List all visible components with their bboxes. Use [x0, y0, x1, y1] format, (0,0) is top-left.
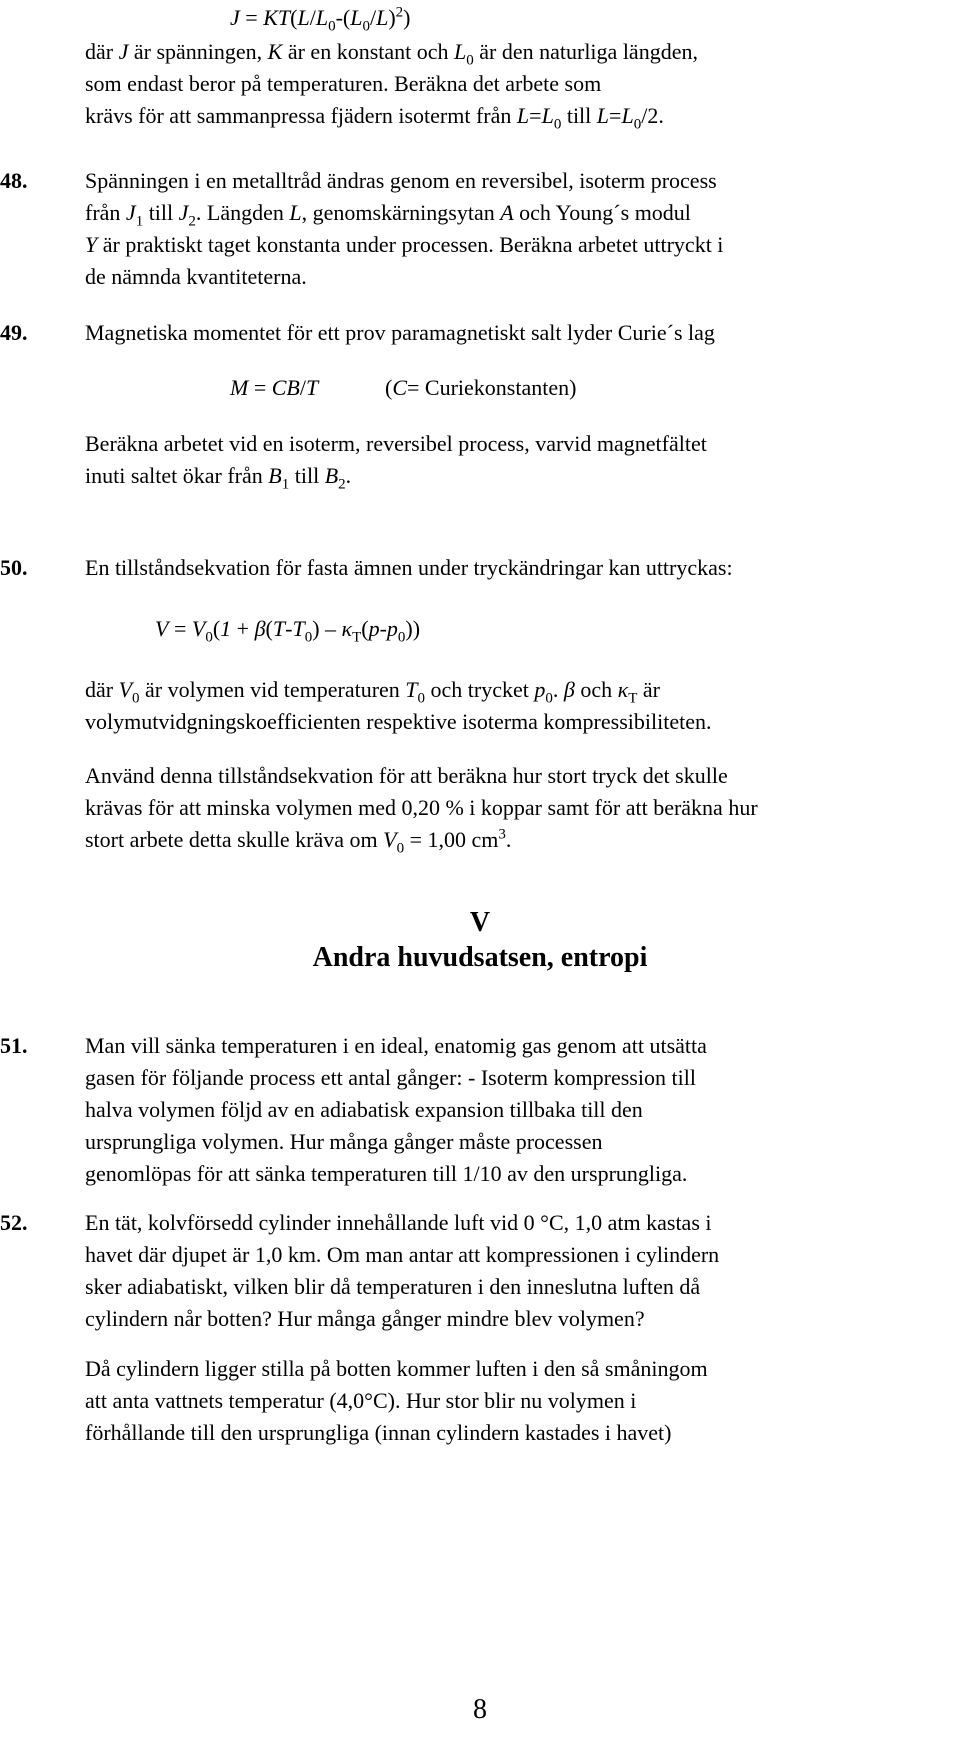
top-line-1: där J är spänningen, K är en konstant och $L_0$ är den naturliga längden,	[85, 39, 698, 69]
problem-number: 50.	[0, 555, 28, 580]
curie-equation: M = CB/T	[230, 375, 319, 400]
problem-number: 49.	[0, 320, 28, 345]
problem-text: Man vill sänka temperaturen i en ideal, enatomig gas genom att utsätta gasen för följande process ett antal gånger: - Isoterm kompression till halva volymen följd av en adiabatisk expansion tillbaka till den ursprungliga volymen. Hur många gånger måste processen genomlöpas för att sänka temperaturen till 1/10 av den ursprungliga.	[85, 1033, 707, 1186]
section-title: Andra huvudsatsen, entropi	[312, 942, 648, 973]
section-numeral: V	[469, 907, 491, 938]
problem-number: 48.	[0, 168, 28, 193]
state-equation: $V = V_0(1 + \beta(T-T_0) - \kappa_T(p-p_0))$	[155, 616, 421, 646]
top-equation: $J = KT(L/L_0-(L_0/L)^2)$	[230, 4, 411, 35]
page-number: 8	[473, 1694, 487, 1725]
document-page: $J = KT(L/L_0-(L_0/L)^2)$ där J är spänningen, K är en konstant och $L_0$ är den naturliga längden, som endast beror på temperaturen. Beräkna det arbete som krävs för att sammanpressa fjädern isotermt från $L=L_0$ till $L=L_0/2$. 48. Spänningen i en metalltråd ändras genom en reversibel, isoterm process från $J_1$ till $J_2$. Längden L, genomskärningsytan A och Young´s modul Y är praktiskt taget konstanta under processen. Beräkna arbetet uttryckt i de nämnda kvantiteterna. 49. Magnetiska momentet för ett prov paramagnetiskt salt lyder Curie´s lag M = CB/T (C= Curiekonstanten) Beräkna arbetet vid en isoterm, reversibel process, varvid magnetfältet inuti saltet ökar från $B_1$ till $B_2$. 50. En tillståndsekvation för fasta ämnen under tryckändringar kan uttryckas: $V = V_0(1 + \beta(T-T_0) - \kappa_T(p-p_0))$ där $V_0$ är volymen vid temperaturen $T_0$ och trycket $p_0$. β och $\kappa_T$ är volymutvidgningskoefficienten respektive isoterma kompressibiliteten. Använd denna tillståndsekvation för att beräkna hur stort tryck det skulle krävas för att minska volymen med 0,20 % i koppar samt för att beräkna hur stort arbete detta skulle kräva om $V_0 = 1,00$ $cm^3$. V Andra huvudsatsen, entropi 51. Man vill sänka temperaturen i en ideal, enatomig gas genom att utsätta gasen för följande process ett antal gånger: - Isoterm kompression till halva volymen följd av en adiabatisk expansion tillbaka till den ursprungliga volymen. Hur många gånger måste processen genomlöpas för att sänka temperaturen till 1/10 av den ursprungliga. 52. En tät, kolvförsedd cylinder innehållande luft vid 0 °C, 1,0 atm kastas i havet där djupet är 1,0 km. Om man antar att kompressionen i cylindern sker adiabatiskt, vilken blir då temperaturen i den inneslutna luften då cylindern når botten? Hur många gånger mindre blev volymen? Då cylindern ligger stilla på botten kommer luften i den så småningom att anta vattnets temperatur (4,0°C). Hur stor blir nu volymen i förhållande till den ursprungliga (innan cylindern kastades i havet) 8	[0, 0, 960, 1737]
problem-text: Spänningen i en metalltråd ändras genom en reversibel, isoterm process från $J_1$ till $J_2$. Längden L, genomskärningsytan A och Young´s modul Y är praktiskt taget konstanta under processen. Beräkna arbetet uttryckt i de nämnda kvantiteterna.	[85, 168, 724, 289]
curie-note: (C= Curiekonstanten)	[385, 375, 577, 400]
top-line-2: som endast beror på temperaturen. Beräkna det arbete som	[85, 71, 602, 96]
problem-number: 51.	[0, 1033, 28, 1058]
top-text	[85, 36, 698, 132]
problem-number: 52.	[0, 1210, 28, 1235]
problem-text: En tät, kolvförsedd cylinder innehållande luft vid 0 °C, 1,0 atm kastas i havet där djupet är 1,0 km. Om man antar att kompressionen i cylindern sker adiabatiskt, vilken blir då temperaturen i den inneslutna luften då cylindern når botten? Hur många gånger mindre blev volymen?	[85, 1210, 720, 1331]
top-line-3: krävs för att sammanpressa fjädern isotermt från $L=L_0$ till $L=L_0/2$.	[85, 103, 664, 133]
problem-text: Magnetiska momentet för ett prov paramagnetiskt salt lyder Curie´s lag	[85, 320, 715, 345]
problem-text: En tillståndsekvation för fasta ämnen under tryckändringar kan uttryckas:	[85, 555, 733, 580]
